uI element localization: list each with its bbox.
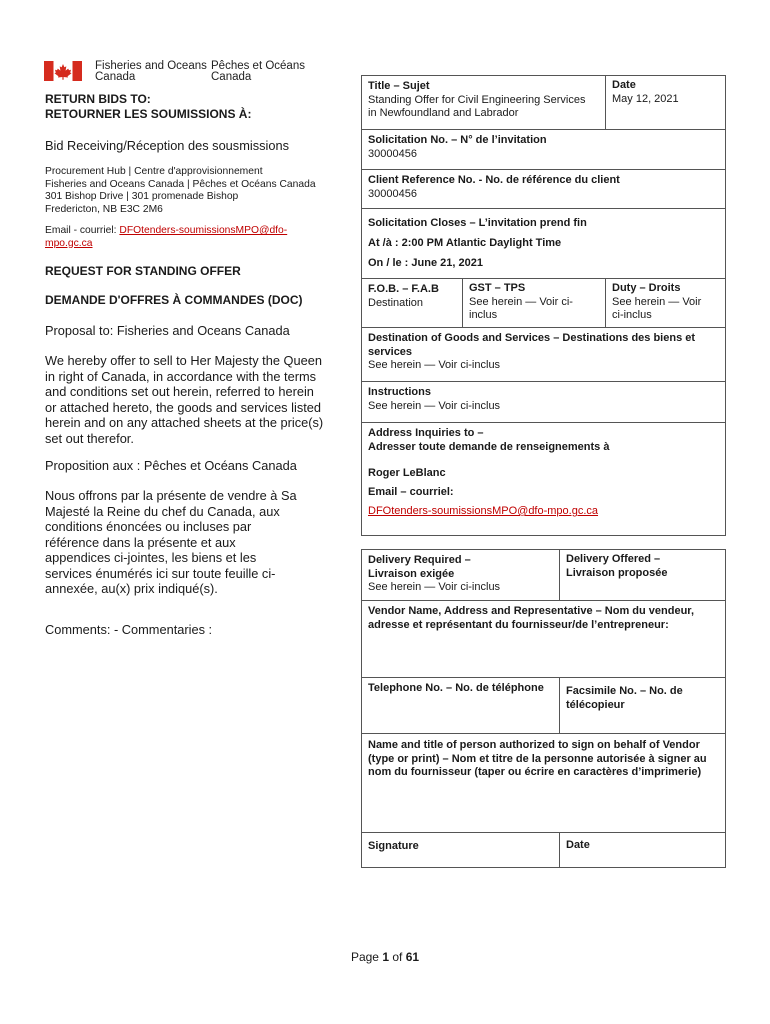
- offer-line: set out therefor.: [45, 430, 134, 446]
- title-value: Standing Offer for Civil Engineering Services: [368, 93, 586, 106]
- closing-row: [361, 208, 726, 279]
- page-of: of: [389, 950, 406, 964]
- gst-cell: [469, 282, 573, 323]
- title-value-cont: in Newfoundland and Labrador: [368, 107, 519, 119]
- destination-label-cont: services: [368, 345, 413, 358]
- bid-receiving: Bid Receiving/Réception des sousmissions: [45, 138, 289, 153]
- offer-line: herein and on any attached sheets at the price(s): [45, 415, 324, 430]
- authorized-label: Name and title of person authorized to sign on behalf of Vendor: [368, 739, 700, 751]
- signature-label: Signature: [368, 840, 419, 852]
- duty-label: Duty – Droits: [612, 282, 681, 294]
- delivery-required-value: See herein — Voir ci-inclus: [368, 581, 501, 593]
- return-bids-en: RETURN BIDS TO:: [45, 92, 151, 106]
- offer-line: in right of Canada, in accordance with the terms: [45, 368, 317, 384]
- email-label: Email - courriel:: [45, 225, 120, 236]
- delivery-required-label: Delivery Required –: [368, 554, 471, 566]
- inquiries-row: [361, 422, 726, 536]
- client-ref-row: [361, 169, 726, 209]
- proposal-to: Proposal to: Fisheries and Oceans Canada: [45, 323, 290, 338]
- client-ref-label: Client Reference No. - No. de référence du client: [368, 174, 620, 186]
- return-address: [45, 166, 316, 216]
- delivery-offered-label: Delivery Offered –: [566, 553, 661, 565]
- delivery-divider: [559, 549, 560, 601]
- title-label: Title – Sujet: [368, 80, 430, 92]
- delivery-required-label-cont: Livraison exigée: [368, 567, 455, 580]
- instructions-row: [361, 381, 726, 423]
- canada-flag-icon: [44, 61, 82, 81]
- duty-cell: [612, 282, 701, 323]
- instructions-value: See herein — Voir ci-inclus: [368, 399, 501, 412]
- return-bids-heading: [45, 92, 251, 122]
- email-block: [45, 225, 287, 250]
- instructions-label: Instructions: [368, 386, 431, 398]
- contact-name: Roger LeBlanc: [368, 467, 446, 479]
- dept-fr-line2: Canada: [211, 71, 252, 83]
- contact-email-link[interactable]: DFOtenders-soumissionsMPO@dfo-mpo.gc.ca: [368, 505, 599, 517]
- duty-value: See herein — Voir: [612, 295, 702, 308]
- department-name-en: [95, 61, 207, 83]
- page-prefix: Page: [350, 950, 383, 964]
- signature-row[interactable]: [361, 832, 726, 868]
- gst-value-cont: inclus: [469, 309, 498, 321]
- delivery-offered-label-cont: Livraison proposée: [566, 566, 668, 579]
- email-link-cont[interactable]: mpo.gc.ca: [45, 237, 93, 249]
- offer-line: We hereby offer to sell to Her Majesty the Queen: [45, 353, 322, 368]
- dept-en-line2: Canada: [95, 71, 136, 83]
- vendor-row[interactable]: [361, 600, 726, 678]
- offer-line: Majesté la Reine du chef du Canada, aux: [45, 503, 280, 519]
- delivery-row: [361, 549, 726, 601]
- page-total: 61: [405, 950, 420, 964]
- offer-line: conditions énoncées ou incluses par: [45, 519, 252, 534]
- authorized-label-cont: (type or print) – Nom et titre de la personne autorisée à signer au: [368, 752, 707, 765]
- fob-value: Destination: [368, 296, 424, 309]
- closes-date: On / le : June 21, 2021: [368, 257, 483, 269]
- offer-line: and conditions set out herein, referred to herein: [45, 384, 314, 399]
- phone-divider: [559, 677, 560, 734]
- address-line: Fisheries and Oceans Canada | Pêches et Océans Canada: [45, 178, 316, 190]
- comments-label: Comments: - Commentaries :: [45, 622, 213, 637]
- signature-divider: [559, 832, 560, 868]
- gst-value: See herein — Voir ci-: [469, 295, 573, 308]
- contact-email-label: Email – courriel:: [368, 485, 454, 498]
- solicitation-label: Solicitation No. – N° de l’invitation: [368, 134, 547, 146]
- department-name-fr: [211, 61, 305, 83]
- fob-divider: [462, 278, 463, 328]
- date-cell: [612, 79, 679, 106]
- gst-divider: [605, 278, 606, 328]
- title-divider: [605, 75, 606, 130]
- inquiries-label: Address Inquiries to –: [368, 427, 484, 439]
- phone-label: Telephone No. – No. de téléphone: [368, 682, 544, 694]
- destination-label: Destination of Goods and Services – Destinations des biens et: [368, 332, 696, 344]
- address-line: Procurement Hub | Centre d'approvisionnement: [45, 166, 263, 177]
- fax-label: Facsimile No. – No. de: [566, 685, 683, 697]
- signature-date-label[interactable]: Date: [566, 839, 590, 851]
- date-value: May 12, 2021: [612, 92, 679, 105]
- closes-label: Solicitation Closes – L’invitation prend fin: [368, 217, 587, 229]
- fax-cell[interactable]: [566, 685, 683, 712]
- authorized-label-cont2: nom du fournisseur (taper ou écrire en caractères d’imprimerie): [368, 766, 702, 778]
- closes-time: At /à : 2:00 PM Atlantic Daylight Time: [368, 237, 562, 249]
- offer-line: Nous offrons par la présente de vendre à Sa: [45, 488, 297, 503]
- proposition: Proposition aux : Pêches et Océans Canada: [45, 458, 297, 473]
- solicitation-row: [361, 129, 726, 170]
- address-line: Fredericton, NB E3C 2M6: [45, 203, 163, 215]
- date-label: Date: [612, 79, 636, 91]
- address-line: 301 Bishop Drive | 301 promenade Bishop: [45, 191, 239, 202]
- gst-label: GST – TPS: [469, 282, 526, 294]
- destination-value: See herein — Voir ci-inclus: [368, 359, 501, 371]
- delivery-offered-cell: [566, 553, 667, 580]
- authorized-row[interactable]: [361, 733, 726, 833]
- demande-title: DEMANDE D'OFFRES À COMMANDES (DOC): [45, 293, 303, 307]
- solicitation-value: 30000456: [368, 147, 417, 160]
- offer-line: annexée, au(x) prix indiqué(s).: [45, 581, 218, 596]
- offer-text-fr: [45, 488, 297, 597]
- return-bids-fr: RETOURNER LES SOUMISSIONS À:: [45, 107, 252, 121]
- duty-value-cont: ci-inclus: [612, 309, 652, 321]
- dept-fr-line1: Pêches et Océans: [211, 60, 305, 72]
- page-number: [0, 950, 770, 964]
- inquiries-label-cont: Adresser toute demande de renseignements à: [368, 440, 610, 453]
- email-link[interactable]: DFOtenders-soumissionsMPO@dfo-: [119, 225, 288, 236]
- client-ref-value: 30000456: [368, 187, 417, 200]
- fob-label: F.O.B. – F.A.B: [368, 283, 439, 295]
- request-title: REQUEST FOR STANDING OFFER: [45, 264, 241, 278]
- offer-line: référence dans la présente et aux: [45, 534, 236, 550]
- offer-line: or attached hereto, the goods and services listed: [45, 399, 322, 415]
- destination-row: [361, 327, 726, 382]
- fax-label-cont: télécopieur: [566, 698, 625, 711]
- vendor-label: Vendor Name, Address and Representative – Nom du vendeur,: [368, 605, 695, 617]
- offer-text-en: [45, 353, 323, 446]
- vendor-label-cont: adresse et représentant du fournisseur/de l’entrepreneur:: [368, 618, 669, 631]
- offer-line: services énumérés ici sur toute feuille ci-: [45, 565, 276, 581]
- page-current: 1: [382, 950, 389, 964]
- offer-line: appendices ci-jointes, les biens et les: [45, 550, 257, 565]
- dept-en-line1: Fisheries and Oceans: [95, 60, 207, 72]
